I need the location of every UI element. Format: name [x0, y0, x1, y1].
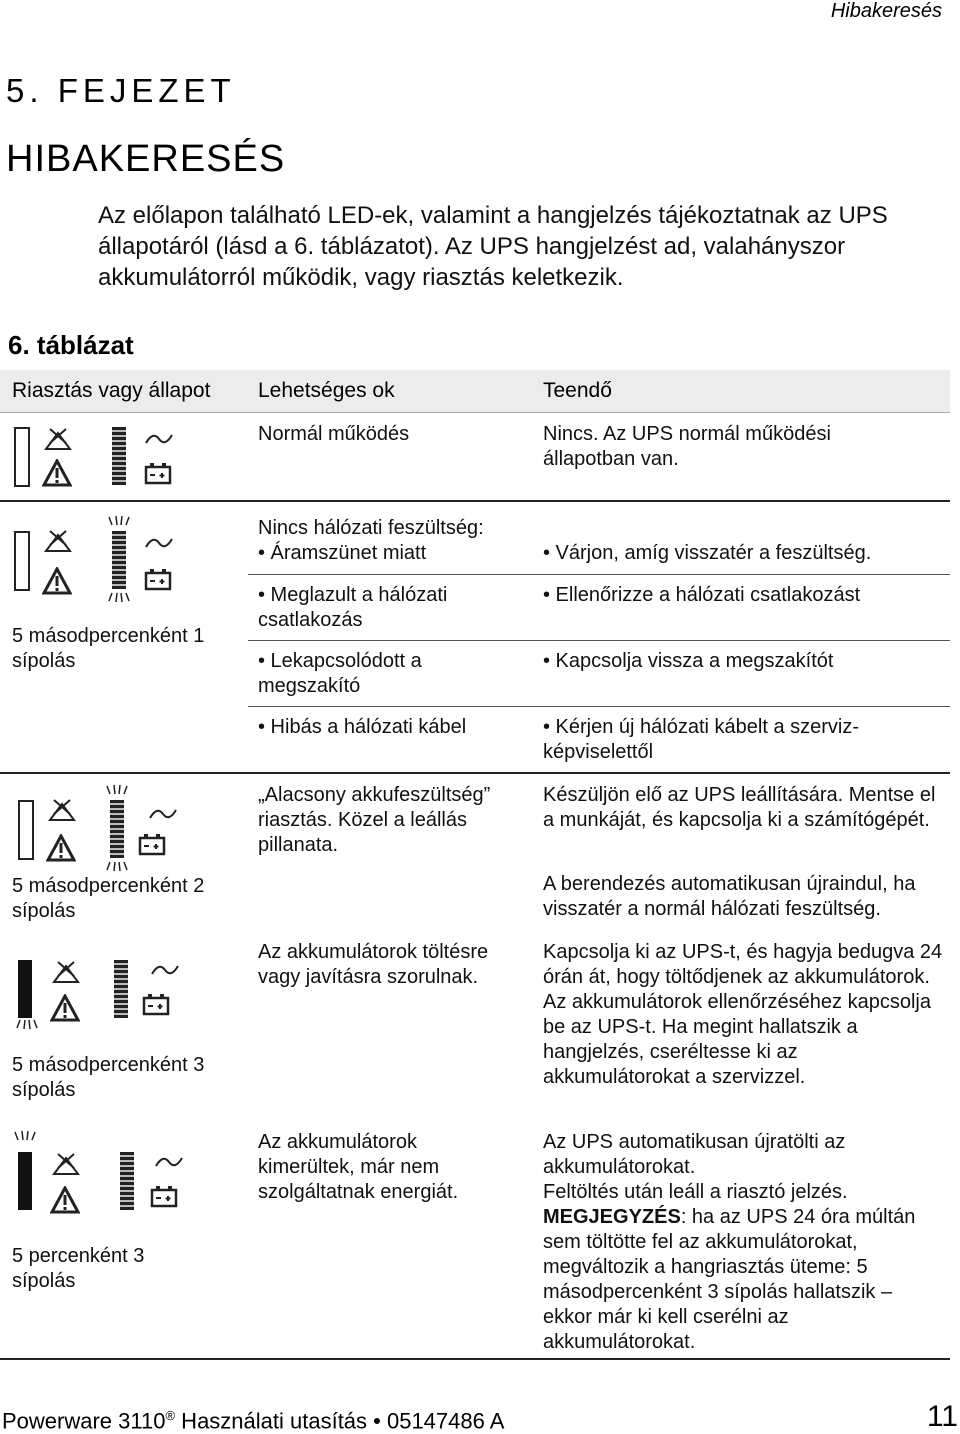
led-indicator: [14, 531, 30, 591]
intro-paragraph: Az előlapon található LED-ek, valamint a hangjelzés tájékoztatnak az UPS állapotáról (lásd a 6. táblázatot). Az UPS hangjelzést ad, valahányszor akkumulátorról működik, vagy riasztás keletkezik.: [98, 202, 888, 291]
warning-triangle-icon: [42, 459, 72, 487]
led-bar-indicator: [112, 531, 126, 589]
row2-cause-a: • Áramszünet miatt: [258, 542, 427, 564]
flash-rays-icon: [14, 1130, 36, 1142]
row5-action-a: Az UPS automatikusan újratölti az akkumulátorokat.: [543, 1131, 846, 1178]
flash-rays-icon: [106, 784, 128, 796]
header-cause: Lehetséges ok: [258, 379, 395, 402]
row3-alarm: 5 másodpercenként 2 sípolás: [12, 875, 205, 922]
led-bar-indicator: [114, 960, 128, 1018]
page-number: 11: [926, 1400, 958, 1433]
registered-mark: ®: [165, 1408, 176, 1423]
warning-triangle-icon: [42, 567, 72, 595]
led-bar-indicator: [112, 427, 126, 485]
row-divider: [0, 772, 950, 774]
flash-rays-icon: [108, 591, 130, 603]
row2-action-c: • Kapcsolja vissza a megszakítót: [543, 650, 834, 672]
sub-divider: [248, 706, 950, 707]
flash-rays-icon: [106, 860, 128, 872]
sine-wave-icon: [150, 962, 180, 978]
led-indicator: [18, 800, 34, 860]
warning-triangle-icon: [46, 834, 76, 862]
note-text: : ha az UPS 24 óra múltán sem töltötte fel az akkumulátorokat, megváltozik a hangriasztás üteme: 5 másodpercenként 3 sípolás hallatszik – ekkor már ki kell cserélni az akkumulátorokat.: [543, 1206, 916, 1353]
table-label: 6. táblázat: [8, 330, 134, 360]
battery-icon: [150, 1186, 178, 1208]
sub-divider: [248, 640, 950, 641]
flash-rays-icon: [16, 1018, 38, 1030]
row5-alarm: 5 percenként 3 sípolás: [12, 1245, 145, 1292]
row2-cause-b: • Meglazult a hálózati csatlakozás: [258, 584, 448, 631]
footer-text: [2, 1408, 504, 1434]
alarm-bell-x-icon: [50, 1150, 82, 1180]
row-divider: [0, 500, 950, 502]
row5-action-b: Feltöltés után leáll a riasztó jelzés.: [543, 1181, 848, 1203]
row1-cause: Normál működés: [258, 423, 410, 445]
battery-icon: [138, 834, 166, 856]
table-header: [0, 370, 950, 413]
alarm-bell-x-icon: [46, 796, 78, 826]
row2-cause-head: Nincs hálózati feszültség:: [258, 517, 484, 539]
row1-action: Nincs. Az UPS normál működési állapotban van.: [543, 423, 831, 470]
led-bar-indicator: [120, 1152, 134, 1210]
row2-cause-c: • Lekapcsolódott a megszakító: [258, 650, 422, 697]
led-indicator: [14, 427, 30, 487]
warning-triangle-icon: [50, 1186, 80, 1214]
row4-cause: Az akkumulátorok töltésre vagy javításra szorulnak.: [258, 941, 489, 988]
footer-rest: Használati utasítás • 05147486 A: [175, 1408, 505, 1434]
row2-action-d: • Kérjen új hálózati kábelt a szerviz-képviselettől: [543, 716, 860, 763]
flash-rays-icon: [108, 515, 130, 527]
warning-triangle-icon: [50, 994, 80, 1022]
row2-action-b: • Ellenőrizze a hálózati csatlakozást: [543, 584, 861, 606]
row5-cause: Az akkumulátorok kimerültek, már nem szolgáltatnak energiát.: [258, 1131, 459, 1203]
alarm-bell-x-icon: [42, 527, 74, 557]
sine-wave-icon: [154, 1154, 184, 1170]
row4-action: Kapcsolja ki az UPS-t, és hagyja bedugva 24 órán át, hogy töltődjenek az akkumulátorok. Az akkumulátorok ellenőrzéséhez kapcsolja be az UPS-t. Ha megint hallatszik a hangjelzés, cseréltesse ki az akkumulátorokat a szervizzel.: [543, 941, 943, 1088]
alarm-bell-x-icon: [50, 958, 82, 988]
battery-icon: [144, 569, 172, 591]
row2-action-a: • Várjon, amíg visszatér a feszültség.: [543, 542, 872, 564]
sine-wave-icon: [144, 535, 174, 551]
row2-alarm: 5 másodpercenként 1 sípolás: [12, 625, 205, 672]
row3-action-b: A berendezés automatikusan újraindul, ha visszatér a normál hálózati feszültség.: [543, 873, 916, 920]
row3-action-a: Készüljön elő az UPS leállítására. Mentse el a munkáját, és kapcsolja ki a számítógépét.: [543, 784, 936, 831]
alarm-bell-x-icon: [42, 425, 74, 455]
row4-alarm: 5 másodpercenként 3 sípolás: [12, 1054, 205, 1101]
led-indicator-lit: [18, 1152, 32, 1210]
note-label: MEGJEGYZÉS: [543, 1206, 681, 1228]
row5-note: [543, 1205, 943, 1355]
sine-wave-icon: [148, 806, 178, 822]
battery-icon: [144, 463, 172, 485]
header-action: Teendő: [543, 379, 612, 402]
table-bottom-rule: [0, 1358, 950, 1360]
sine-wave-icon: [144, 431, 174, 447]
footer-product: Powerware 3110: [2, 1408, 166, 1434]
page-title: HIBAKERESÉS: [6, 138, 286, 180]
header-alarm: Riasztás vagy állapot: [12, 379, 211, 402]
running-header: Hibakeresés: [830, 0, 942, 22]
led-bar-indicator: [110, 800, 124, 858]
sub-divider: [248, 574, 950, 575]
battery-icon: [142, 994, 170, 1016]
row3-cause: „Alacsony akkufeszültség” riasztás. Közel a leállás pillanata.: [258, 784, 491, 856]
chapter-heading: 5. FEJEZET: [6, 72, 236, 109]
row2-cause-d: • Hibás a hálózati kábel: [258, 716, 467, 738]
led-indicator-lit: [18, 960, 32, 1018]
